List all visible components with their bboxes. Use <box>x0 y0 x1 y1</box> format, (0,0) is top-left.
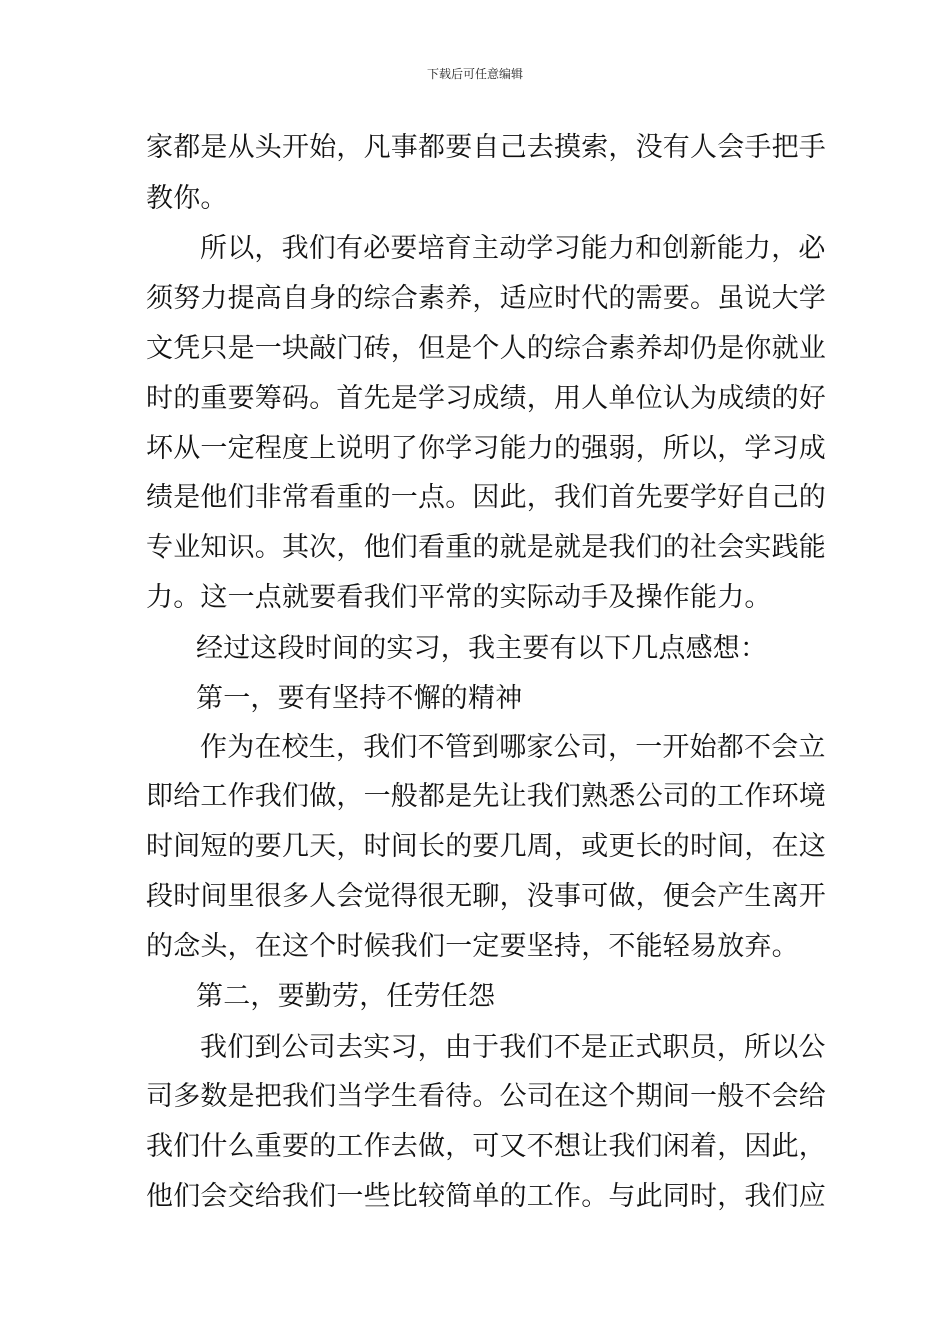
text-line: 绩是他们非常看重的一点。因此，我们首先要学好自己的 <box>146 482 826 513</box>
text-line: 时间短的要几天，时间长的要几周，或更长的时间，在这 <box>146 831 826 862</box>
section-heading: 第二，要勤劳，任劳任怨 <box>196 981 496 1012</box>
text-line: 所以，我们有必要培育主动学习能力和创新能力，必 <box>200 233 826 264</box>
text-line: 经过这段时间的实习，我主要有以下几点感想： <box>196 633 768 664</box>
text-line: 坏从一定程度上说明了你学习能力的强弱，所以，学习成 <box>146 433 826 464</box>
text-line: 文凭只是一块敲门砖，但是个人的综合素养却仍是你就业 <box>146 333 826 364</box>
text-line: 他们会交给我们一些比较简单的工作。与此同时，我们应 <box>146 1181 826 1212</box>
page-header: 下载后可任意编辑 <box>426 67 523 81</box>
text-line: 教你。 <box>146 183 228 214</box>
section-heading: 第一，要有坚持不懈的精神 <box>196 683 523 714</box>
text-line: 专业知识。其次，他们看重的就是就是我们的社会实践能 <box>146 532 826 563</box>
text-line: 须努力提高自身的综合素养，适应时代的需要。虽说大学 <box>146 283 826 314</box>
text-line: 我们到公司去实习，由于我们不是正式职员，所以公 <box>200 1032 826 1063</box>
text-line: 力。这一点就要看我们平常的实际动手及操作能力。 <box>146 582 772 613</box>
text-line: 作为在校生，我们不管到哪家公司，一开始都不会立 <box>200 732 826 763</box>
text-line: 司多数是把我们当学生看待。公司在这个期间一般不会给 <box>146 1081 826 1112</box>
text-line: 的念头，在这个时候我们一定要坚持，不能轻易放弃。 <box>146 931 799 962</box>
text-line: 段时间里很多人会觉得很无聊，没事可做，便会产生离开 <box>146 881 826 912</box>
text-line: 即给工作我们做，一般都是先让我们熟悉公司的工作环境 <box>146 781 826 812</box>
text-line: 我们什么重要的工作去做，可又不想让我们闲着，因此， <box>146 1131 826 1162</box>
text-line: 时的重要筹码。首先是学习成绩，用人单位认为成绩的好 <box>146 383 826 414</box>
text-line: 家都是从头开始，凡事都要自己去摸索，没有人会手把手 <box>146 132 826 163</box>
